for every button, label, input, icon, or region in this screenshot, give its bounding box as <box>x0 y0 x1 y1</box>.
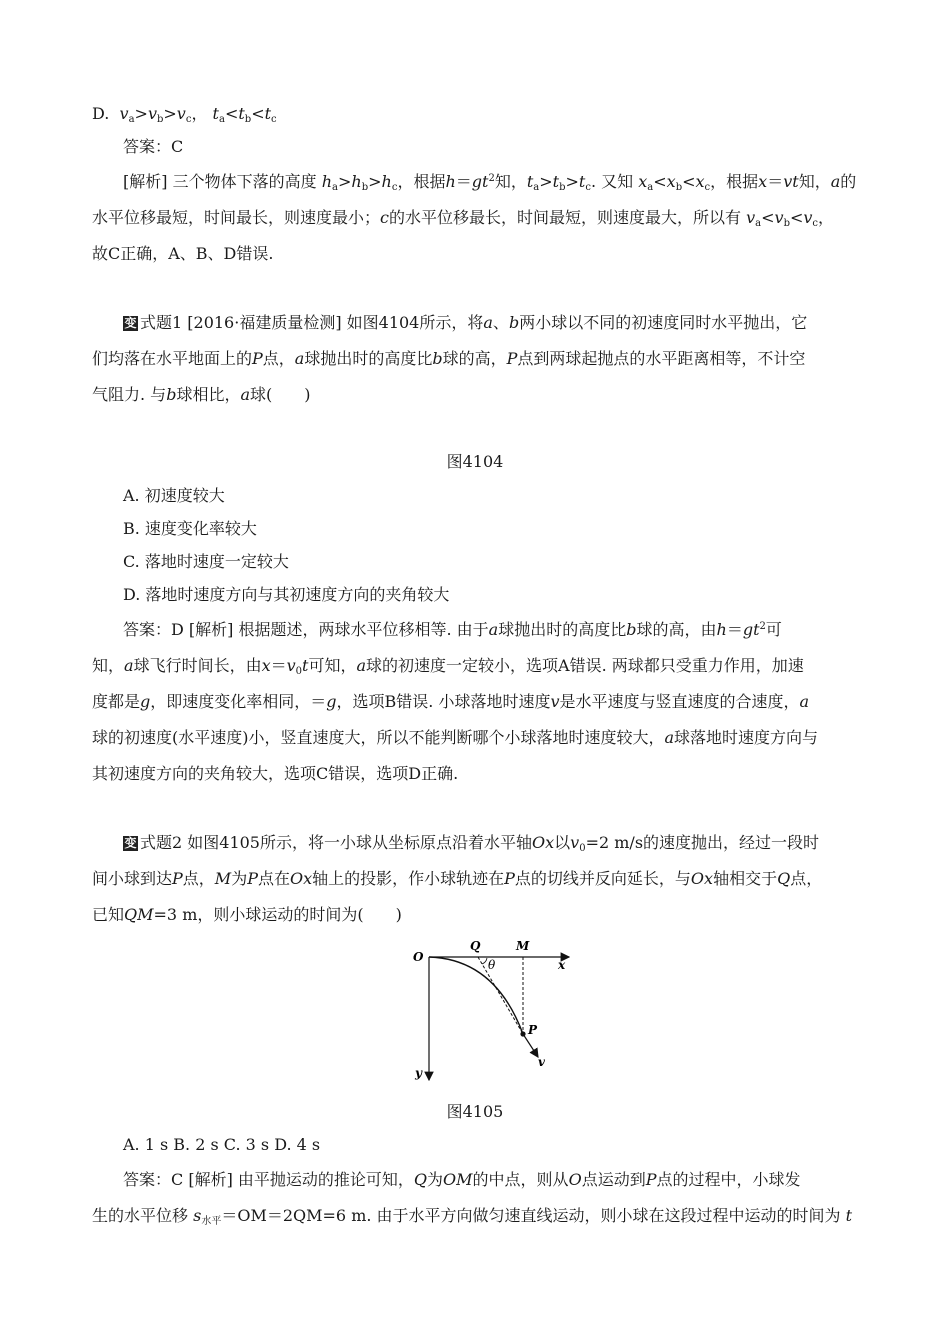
q2-answer-line-2: 生的水平位移 $s_{水平}=OM=2QM=6$ m. 由于水平方向做匀速直线运动，则小球在这段过程中运动的时间为 t <box>92 1206 853 1227</box>
q1-line-3: 气阻力. 与b球相比，a球( ) <box>92 385 311 404</box>
q1-option-c: C. 落地时速度一定较大 <box>123 552 289 571</box>
tangent-line <box>478 957 523 1034</box>
label-o: O <box>413 950 424 964</box>
q2-line-1: 变 式题2 如图4105所示，将一小球从坐标原点沿着水平轴Ox以$v_0=2$ m/s的速度抛出，经过一段时 <box>124 833 820 854</box>
q1-answer-line-5: 其初速度方向的夹角较大，选项C错误，选项D正确. <box>92 764 459 783</box>
point-p <box>520 1031 525 1036</box>
theta-arc <box>482 958 487 964</box>
q1-answer-line-4: 球的初速度(水平速度)小，竖直速度大，所以不能判断哪个小球落地时速度较大，a球落地时速度方向与 <box>92 728 819 747</box>
label-y: y <box>415 1066 422 1080</box>
label-v: v <box>538 1055 545 1069</box>
q2-figure-caption: 图4105 <box>446 1102 504 1121</box>
label-p: P <box>528 1023 538 1037</box>
label-theta: θ <box>488 958 496 972</box>
variant-badge-icon: 变 <box>124 316 137 330</box>
prev-analysis-line-3: 故C正确，A、B、D错误. <box>92 244 274 263</box>
projectile-diagram <box>405 935 585 1085</box>
prev-analysis-line-1: [解析] 三个物体下落的高度 $h_a>h_b>h_c$，根据$h=gt^2$知，$t_a>t_b>t_c$. 又知 $x_a<x_b<x_c$，根据x＝vt知，a的 <box>123 172 857 193</box>
prev-option-d: D. $v_a>v_b>v_c$， $t_a<t_b<t_c$ <box>92 104 277 125</box>
q1-option-a: A. 初速度较大 <box>123 486 225 505</box>
q1-option-b: B. 速度变化率较大 <box>123 519 257 538</box>
q2-line-3: 已知QM=3 m，则小球运动的时间为( ) <box>92 905 402 924</box>
q2-options: A. 1 s B. 2 s C. 3 s D. 4 s <box>123 1135 321 1154</box>
q1-answer-line-2: 知，a球飞行时间长，由$x=v_0t$可知，a球的初速度一定较小，选项A错误. 两球都只受重力作用，加速 <box>92 656 804 677</box>
variant-badge-icon: 变 <box>124 836 137 850</box>
velocity-arrow <box>523 1034 538 1057</box>
label-m: M <box>516 939 530 953</box>
q1-answer-line-1: 答案：D [解析] 根据题述，两球水平位移相等. 由于a球抛出时的高度比b球的高，由$h=gt^2$可 <box>123 620 782 639</box>
q2-answer-line-1: 答案：C [解析] 由平抛运动的推论可知，Q为OM的中点，则从O点运动到P点的过程中，小球发 <box>123 1170 801 1189</box>
trajectory-curve <box>429 957 523 1034</box>
q1-line-1: 变 式题1 [2016·福建质量检测] 如图4104所示，将a、b两小球以不同的初速度同时水平抛出，它 <box>124 313 808 332</box>
q1-answer-line-3: 度都是g，即速度变化率相同，＝g，选项B错误. 小球落地时速度v是水平速度与竖直速度的合速度，a <box>92 692 810 711</box>
q2-line-2: 间小球到达P点，M为P点在Ox轴上的投影，作小球轨迹在P点的切线并反向延长，与Ox轴相交于Q点， <box>92 869 823 888</box>
prev-analysis-line-2: 水平位移最短，时间最长，则速度最小；c的水平位移最长，时间最短，则速度最大，所以有 $v_a<v_b<v_c$， <box>92 208 835 229</box>
q1-line-2: 们均落在水平地面上的P点，a球抛出时的高度比b球的高，P点到两球起抛点的水平距离相等，不计空 <box>92 349 806 368</box>
q1-figure-caption: 图4104 <box>446 452 504 471</box>
prev-answer: 答案：C <box>123 137 184 156</box>
q1-option-d: D. 落地时速度方向与其初速度方向的夹角较大 <box>123 585 450 604</box>
label-q: Q <box>470 939 481 953</box>
label-x: x <box>558 958 566 972</box>
